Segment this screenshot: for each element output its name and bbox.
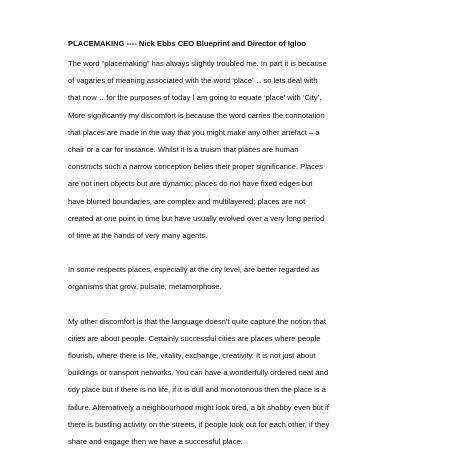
text-line: that places are made in the way that you might make any other artefact – a [68,127,320,137]
text-line: created at one point in time but have usually evolved over a very long period [68,213,325,223]
paragraph-cities-about-people [68,313,398,451]
document-heading: PLACEMAKING ---- Nick Ebbs CEO Blueprint and Director of Igloo [68,39,306,48]
text-line: of time at the hands of very many agents. [68,231,208,241]
text-line: More significantly my discomfort is because the word carries the connotation [68,110,325,120]
text-line: The word “placemaking” has always slightly troubled me. In part it is because [68,59,327,68]
text-line: buildings or transport networks. You can have a wonderfully ordered neat and [68,368,329,378]
text-line: My other discomfort is that the language doesn’t quite capture the notion that [68,316,326,326]
text-line: tidy place but if there is no life, if it is dull and monotonous then the place is a [68,385,326,395]
text-line: In some respects places, especially at the city level, are better regarded as [68,265,320,275]
text-line: there is bustling activity on the streets, if people look out for each other, if they [68,419,330,429]
text-line: share and engage then we have a successful place. [68,437,243,447]
text-line: cities are about people. Certainly successful cities are places where people [68,333,321,343]
text-line: failure. Alternatively a neighbourhood might look tired, a bit shabby even but if [68,402,329,412]
text-line: chair or a car for instance. Whilst it is a truism that places are human [68,145,299,155]
text-line: flourish, where there is life, vitality, exchange, creativity. It is not just about [68,351,316,361]
document-page [68,38,398,450]
paragraph-spacer [68,244,398,261]
paragraph-organisms [68,261,398,295]
text-line: organisms that grow, pulsate, metamorphose. [68,282,222,292]
paragraph-spacer [68,296,398,313]
text-line: that now …for the purposes of today I am going to equate ‘place’ with ‘City’. [68,93,322,103]
text-line: of vagaries of meaning associated with the word ‘place’… so lets deal with [68,76,318,86]
paragraph-placemaking-meaning [68,55,398,244]
text-line: are not inert objects but are dynamic; places do not have fixed edges but [68,179,313,189]
text-line: constructs such a narrow conception belies their proper significance. Places [68,162,323,172]
text-line: have blurred boundaries, are complex and multilayered; places are not [68,196,306,206]
